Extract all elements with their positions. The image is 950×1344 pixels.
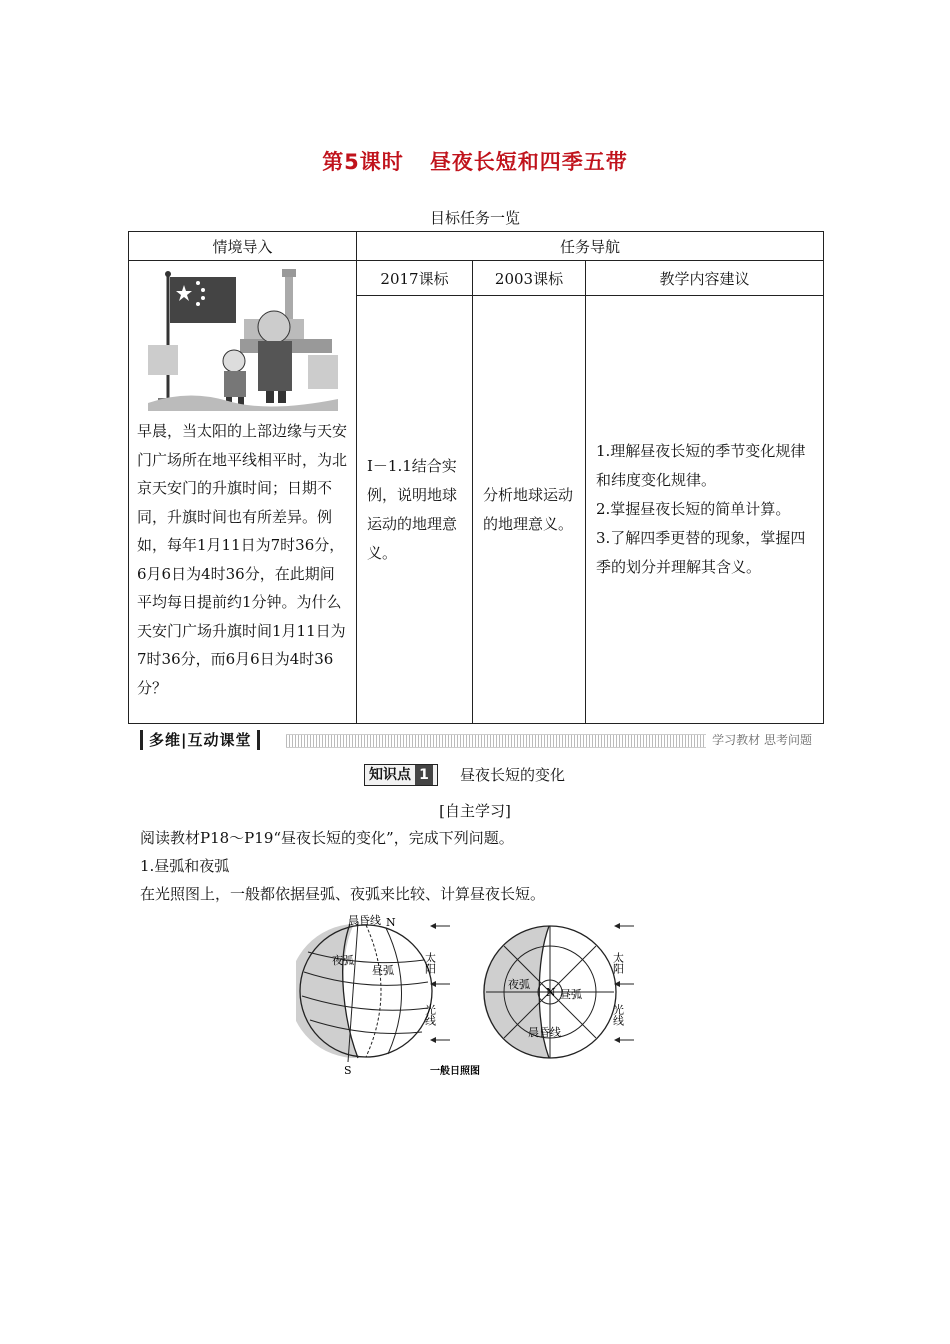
left-day-arc-label: 昼弧 xyxy=(372,964,394,977)
standard-2003-cell xyxy=(473,296,586,724)
sun-rays-middle xyxy=(424,923,451,1043)
intro-cell xyxy=(129,261,357,724)
task-table xyxy=(128,231,824,724)
banner-hatch-decoration xyxy=(286,734,706,748)
right-day-arc-label: 昼弧 xyxy=(560,988,582,1001)
side-view-globe xyxy=(296,913,432,1077)
right-night-arc-label: 夜弧 xyxy=(508,978,530,991)
subheader-2003: 2003课标 xyxy=(473,261,586,296)
suggestion-3: 3.了解四季更替的现象，掌握四季的划分并理解其含义。 xyxy=(596,529,806,576)
self-study-label: [自主学习] xyxy=(439,802,511,820)
section-heading: 1.昼弧和夜弧 xyxy=(140,857,230,875)
left-night-arc-label: 夜弧 xyxy=(332,954,354,967)
flag-raising-illustration xyxy=(148,263,338,411)
knowledge-point-heading xyxy=(364,764,565,786)
right-sun-label: 太阳 xyxy=(611,952,625,974)
explanation-paragraph: 在光照图上，一般都依据昼弧、夜弧来比较、计算昼夜长短。 xyxy=(140,885,546,903)
suggestion-2: 2.掌握昼夜长短的简单计算。 xyxy=(596,500,791,518)
lesson-number: 第5课时 xyxy=(322,150,404,174)
knowledge-point-title: 昼夜长短的变化 xyxy=(460,766,566,784)
standard-2003-text: 分析地球运动的地理意义。 xyxy=(483,485,574,533)
right-north-label: N xyxy=(546,986,556,999)
section-banner xyxy=(140,730,812,750)
header-navigation: 任务导航 xyxy=(357,232,824,261)
table-caption: 目标任务一览 xyxy=(429,209,520,227)
left-terminator-label: 晨昏线 xyxy=(348,914,381,927)
suggestions-cell xyxy=(586,296,824,724)
subheader-2017: 2017课标 xyxy=(357,261,473,296)
standard-2017-text: Ⅰ－1.1结合实例，说明地球运动的地理意义。 xyxy=(367,456,458,562)
header-intro: 情境导入 xyxy=(129,232,357,261)
instruction-paragraph: 阅读教材P18～P19“昼夜长短的变化”，完成下列问题。 xyxy=(140,829,514,847)
subheader-suggestions: 教学内容建议 xyxy=(586,261,824,296)
lesson-title: 昼夜长短和四季五带 xyxy=(429,150,628,174)
middle-rays-label: 光线 xyxy=(423,1004,437,1026)
page-title xyxy=(0,146,950,176)
right-terminator-label: 晨昏线 xyxy=(528,1026,561,1039)
polar-view-globe xyxy=(483,926,616,1058)
middle-sun-label: 太阳 xyxy=(423,952,437,974)
sunlight-diagram xyxy=(296,912,646,1077)
right-rays-label: 光线 xyxy=(611,1004,625,1026)
left-north-label: N xyxy=(386,916,396,929)
left-south-label: S xyxy=(344,1064,352,1077)
suggestion-1: 1.理解昼夜长短的季节变化规律和纬度变化规律。 xyxy=(596,442,806,489)
banner-label: 多维|互动课堂 xyxy=(140,730,260,750)
knowledge-point-number: 1 xyxy=(415,765,433,785)
standard-2017-cell xyxy=(357,296,473,724)
diagram-caption: 一般日照图 xyxy=(430,1066,480,1077)
banner-subtitle: 学习教材 思考问题 xyxy=(712,733,812,747)
intro-text: 早晨，当太阳的上部边缘与天安门广场所在地平线相平时，为北京天安门的升旗时间；日期不同，升旗时间也有所差异。例如，每年1月11日为7时36分，6月6日为4时36分，在此期间平均每日提前约1分钟。为什么天安门广场升旗时间1月11日为7时36分，而6月6日为4时36分？ xyxy=(137,422,348,697)
knowledge-point-badge: 知识点 1 xyxy=(364,764,438,786)
